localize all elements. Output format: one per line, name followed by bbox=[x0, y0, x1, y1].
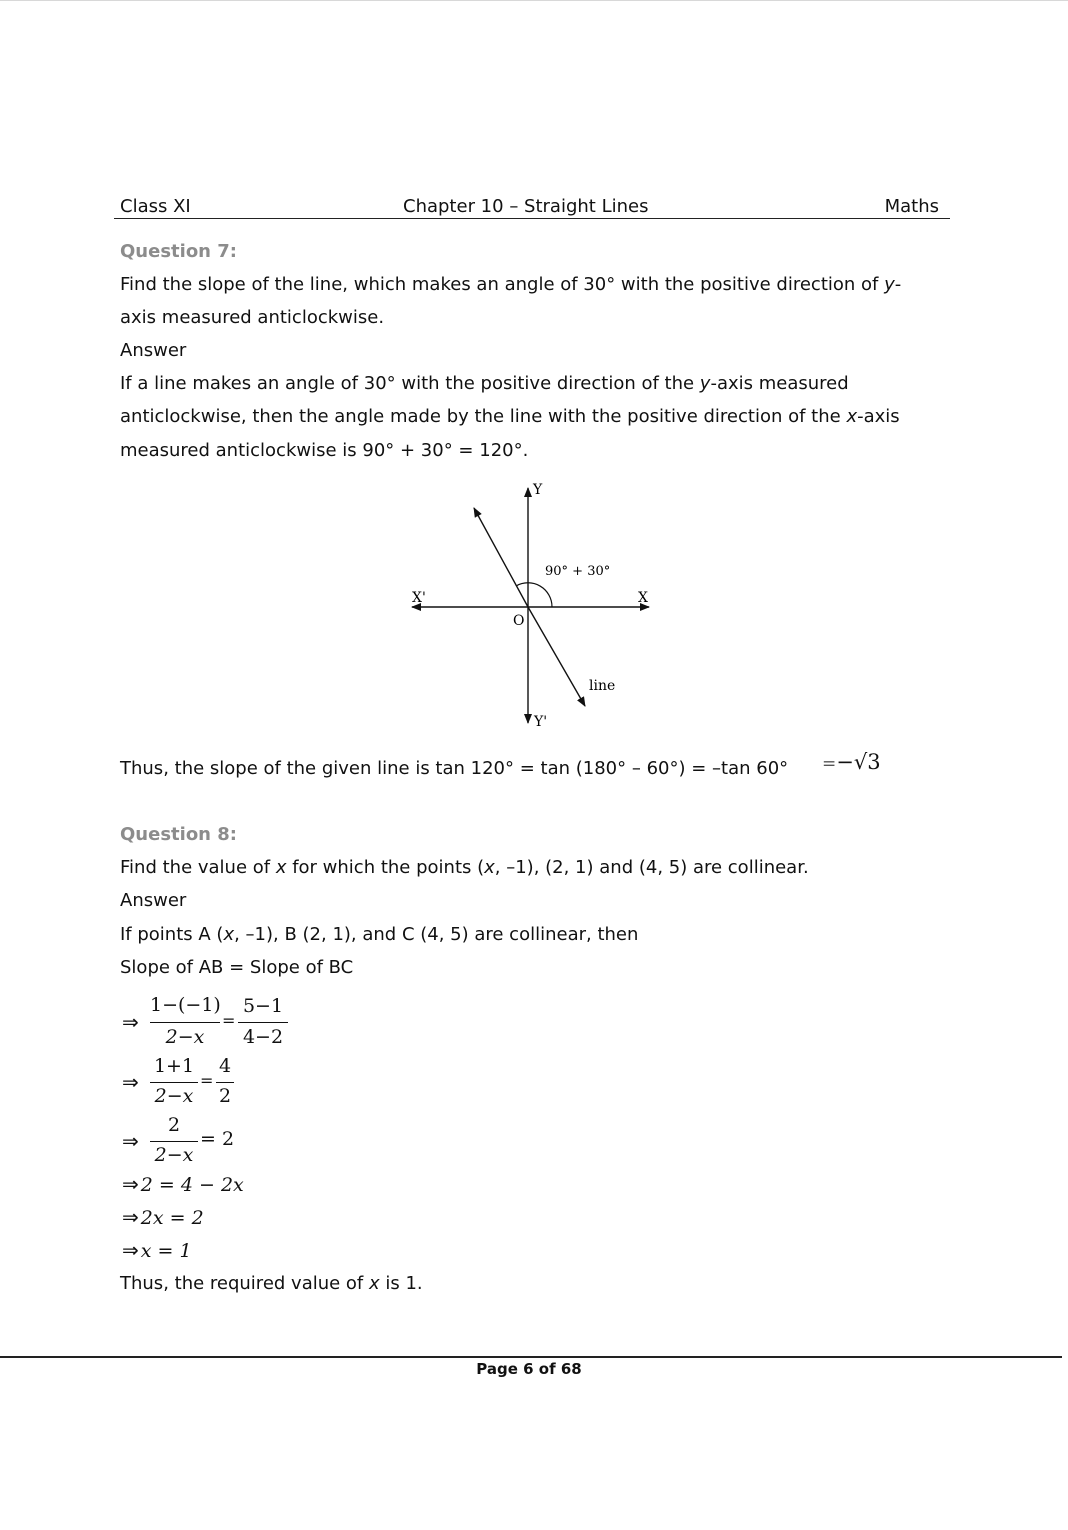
implies-arrow: ⇒ bbox=[122, 1205, 139, 1229]
answer-7-line1: If a line makes an angle of 30° with the positive direction of the y-axis measured bbox=[120, 373, 849, 394]
answer-7-conclusion: Thus, the slope of the given line is tan 120° = tan (180° – 60°) = –tan 60° bbox=[120, 758, 789, 779]
step-4: ⇒ 2 = 4 − 2x bbox=[122, 1172, 244, 1196]
top-border bbox=[0, 0, 1068, 1]
question-8-title: Question 8: bbox=[120, 824, 237, 845]
answer-7-result: =−√3 bbox=[822, 750, 881, 774]
implies-arrow: ⇒ bbox=[122, 1172, 139, 1196]
page-header bbox=[114, 194, 950, 219]
implies-arrow: ⇒ bbox=[122, 1070, 139, 1094]
label-x: X bbox=[638, 590, 648, 606]
header-subject: Maths bbox=[884, 196, 939, 217]
question-7-title: Question 7: bbox=[120, 241, 237, 262]
step-1-fraction-left: 1−(−1) 2−x bbox=[150, 994, 221, 1048]
label-x-neg: X' bbox=[412, 590, 426, 606]
step-1: ⇒ 1−(−1) 2−x = 5−1 4−2 bbox=[122, 994, 322, 1050]
implies-arrow: ⇒ bbox=[122, 1129, 139, 1153]
label-line: line bbox=[589, 678, 616, 694]
answer-8-label: Answer bbox=[120, 890, 187, 911]
question-7-text-line2: axis measured anticlockwise. bbox=[120, 307, 385, 328]
step-1-fraction-right: 5−1 4−2 bbox=[238, 994, 288, 1050]
question-8-text: Find the value of x for which the points (x, –1), (2, 1) and (4, 5) are collinear. bbox=[120, 857, 809, 878]
answer-7-line3: measured anticlockwise is 90° + 30° = 120°. bbox=[120, 440, 529, 461]
answer-8-line1: If points A (x, –1), B (2, 1), and C (4, 5) are collinear, then bbox=[120, 924, 639, 945]
step-3: ⇒ 2 2−x = 2 bbox=[122, 1114, 322, 1170]
answer-8-line2: Slope of AB = Slope of BC bbox=[120, 957, 354, 978]
header-chapter: Chapter 10 – Straight Lines bbox=[403, 196, 649, 217]
step-6: ⇒ x = 1 bbox=[122, 1238, 192, 1262]
step-2: ⇒ 1+1 2−x = 4 2 bbox=[122, 1055, 322, 1111]
step-3-fraction: 2 2−x bbox=[150, 1114, 198, 1170]
step-2-fraction-left: 1+1 2−x bbox=[150, 1055, 198, 1111]
header-class: Class XI bbox=[120, 196, 191, 217]
answer-7-label: Answer bbox=[120, 340, 187, 361]
label-origin: O bbox=[513, 613, 525, 629]
label-angle: 90° + 30° bbox=[545, 564, 611, 579]
label-y: Y bbox=[533, 482, 543, 498]
inclined-line-upper bbox=[474, 508, 528, 607]
answer-8-conclusion: Thus, the required value of x is 1. bbox=[120, 1273, 423, 1294]
question-7-text-line1: Find the slope of the line, which makes an angle of 30° with the positive direction of y- bbox=[120, 274, 902, 295]
implies-arrow: ⇒ bbox=[122, 1010, 139, 1034]
footer-divider bbox=[0, 1356, 1062, 1358]
answer-7-line2: anticlockwise, then the angle made by the line with the positive direction of the x-axis bbox=[120, 406, 900, 427]
page-number: Page 6 of 68 bbox=[476, 1360, 582, 1378]
step-2-fraction-right: 4 2 bbox=[216, 1055, 234, 1111]
implies-arrow: ⇒ bbox=[122, 1238, 139, 1262]
label-y-neg: Y' bbox=[534, 714, 548, 730]
angle-diagram bbox=[400, 478, 670, 733]
inclined-line-lower bbox=[528, 607, 585, 706]
step-5: ⇒ 2x = 2 bbox=[122, 1205, 204, 1229]
